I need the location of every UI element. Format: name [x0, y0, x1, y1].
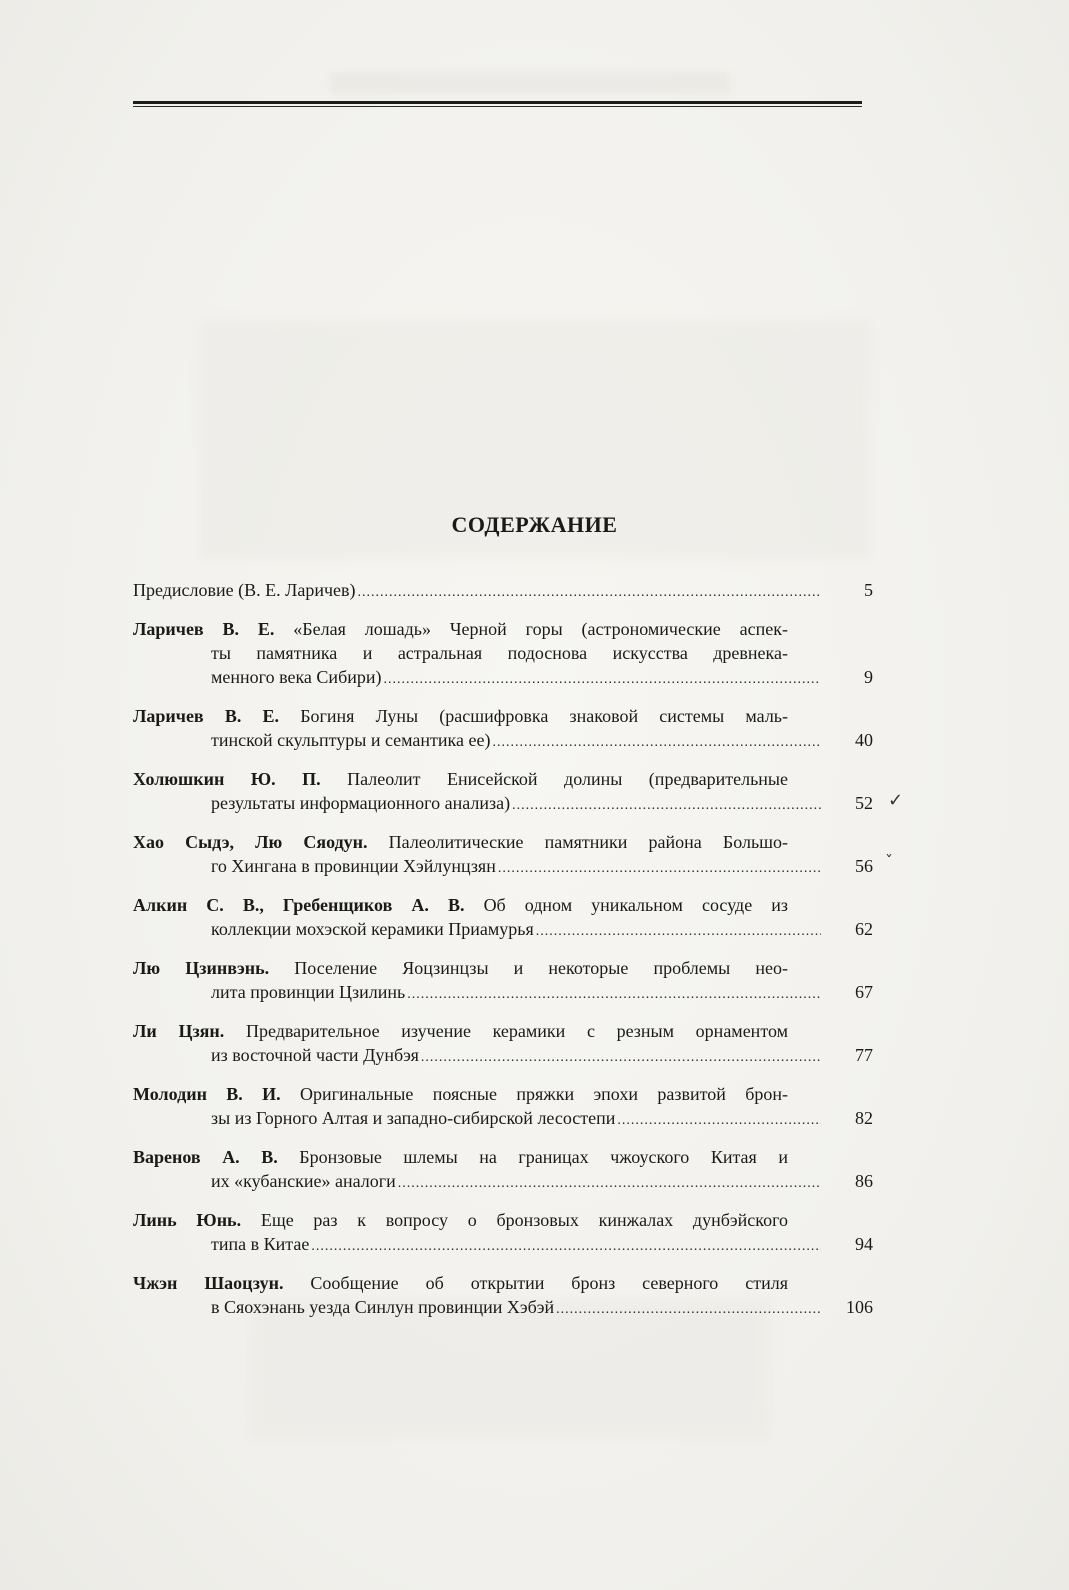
- toc-entry[interactable]: [133, 956, 873, 1007]
- toc-page-number: 86: [855, 1171, 873, 1191]
- toc-title-line: Оригинальные поясные пряжки эпохи развитой брон-: [300, 1084, 788, 1104]
- toc-title-line: типа в Китае: [211, 1234, 310, 1254]
- toc-author: Хао Сыдэ, Лю Сяодун.: [133, 832, 368, 852]
- toc-title-line: Поселение Яоцзинцзы и некоторые проблемы нео-: [294, 958, 789, 978]
- toc-title-line: менного века Сибири): [211, 667, 382, 687]
- toc-title-line: их «кубанские» аналоги: [211, 1171, 396, 1191]
- toc-title-line: из восточной части Дунбэя: [211, 1045, 419, 1065]
- handwritten-tick-icon: ˇ: [885, 852, 893, 871]
- toc-title-line: Сообщение об открытии бронз северного стиля: [310, 1273, 788, 1293]
- toc-entry-title: Предисловие (В. Е. Ларичев): [133, 580, 356, 600]
- toc-title-line: «Белая лошадь» Черной горы (астрономические аспек-: [293, 619, 788, 639]
- dot-leader: [617, 1109, 821, 1133]
- toc-author: Чжэн Шаоцзун.: [133, 1273, 284, 1293]
- header-rule-thin: [133, 106, 862, 107]
- dot-leader: [536, 920, 821, 944]
- toc-title-line: в Сяохэнань уезда Синлун провинции Хэбэй: [211, 1297, 555, 1317]
- toc-title-line: го Хингана в провинции Хэйлунцзян: [211, 856, 496, 876]
- toc-author: Ларичев В. Е.: [133, 619, 275, 639]
- toc-title-line: Богиня Луны (расшифровка знаковой системы маль-: [300, 706, 789, 726]
- toc-title-line: Предварительное изучение керамики с резным орнаментом: [245, 1021, 788, 1041]
- toc-entry[interactable]: [133, 1082, 873, 1133]
- toc-title-line: Бронзовые шлемы на границах чжоуского Китая и: [299, 1147, 789, 1167]
- toc-title-line: лита провинции Цзилинь: [211, 982, 406, 1002]
- dot-leader: [498, 857, 821, 881]
- contents-heading: СОДЕРЖАНИЕ: [451, 512, 618, 537]
- table-of-contents: [133, 578, 904, 1334]
- dot-leader: [383, 668, 821, 692]
- handwritten-check-icon: ✓: [888, 790, 904, 811]
- toc-entry[interactable]: [133, 1271, 873, 1322]
- toc-title-line: Об одном уникальном сосуде из: [483, 895, 789, 915]
- toc-page-number: 94: [855, 1234, 873, 1254]
- toc-entry[interactable]: [133, 704, 873, 755]
- toc-page-number: 62: [855, 919, 873, 939]
- toc-entry[interactable]: [133, 893, 873, 944]
- toc-entry[interactable]: [133, 617, 873, 692]
- toc-author: Молодин В. И.: [133, 1084, 281, 1104]
- toc-page-number: 106: [846, 1297, 873, 1317]
- toc-author: Алкин С. В., Гребенщиков А. В.: [133, 895, 465, 915]
- dot-leader: [407, 983, 821, 1007]
- toc-page-number: 5: [864, 580, 873, 600]
- toc-entry[interactable]: [133, 767, 904, 818]
- toc-title-line: Еще раз к вопросу о бронзовых кинжалах дунбэйского: [260, 1210, 788, 1230]
- dot-leader: [311, 1235, 821, 1259]
- toc-title-line: Палеолит Енисейской долины (предварительные: [347, 769, 788, 789]
- toc-page-number: 77: [855, 1045, 873, 1065]
- toc-page-number: 52: [855, 793, 873, 813]
- dot-leader: [556, 1298, 821, 1322]
- toc-page-number: 40: [855, 730, 873, 750]
- toc-title-line: тинской скульптуры и семантика ее): [211, 730, 491, 750]
- toc-page-number: 82: [855, 1108, 873, 1128]
- toc-title-line: результаты информационного анализа): [211, 793, 511, 813]
- toc-page-number: 56: [855, 856, 873, 876]
- toc-title-line: ты памятника и астральная подоснова искусства древнека-: [211, 643, 788, 663]
- toc-entry[interactable]: [133, 1145, 873, 1196]
- dot-leader: [358, 581, 822, 605]
- dot-leader: [398, 1172, 821, 1196]
- toc-author: Варенов А. В.: [133, 1147, 278, 1167]
- toc-author: Ларичев В. Е.: [133, 706, 280, 726]
- toc-entry[interactable]: [133, 1019, 873, 1070]
- toc-page-number: 9: [864, 667, 873, 687]
- toc-author: Холюшкин Ю. П.: [133, 769, 321, 789]
- toc-entry[interactable]: [133, 830, 893, 881]
- toc-author: Ли Цзян.: [133, 1021, 225, 1041]
- toc-author: Лю Цзинвэнь.: [133, 958, 270, 978]
- toc-author: Линь Юнь.: [133, 1210, 242, 1230]
- toc-entry[interactable]: [133, 1208, 873, 1259]
- dot-leader: [492, 731, 821, 755]
- toc-title-line: зы из Горного Алтая и западно-сибирской лесостепи: [211, 1108, 616, 1128]
- dot-leader: [512, 794, 821, 818]
- toc-entry-preface[interactable]: [133, 578, 873, 605]
- toc-page-number: 67: [855, 982, 873, 1002]
- dot-leader: [421, 1046, 821, 1070]
- bleed-through-header: [330, 72, 730, 94]
- header-rule-thick: [133, 101, 862, 104]
- toc-title-line: коллекции мохэской керамики Приамурья: [211, 919, 534, 939]
- toc-title-line: Палеолитические памятники района Большо-: [388, 832, 789, 852]
